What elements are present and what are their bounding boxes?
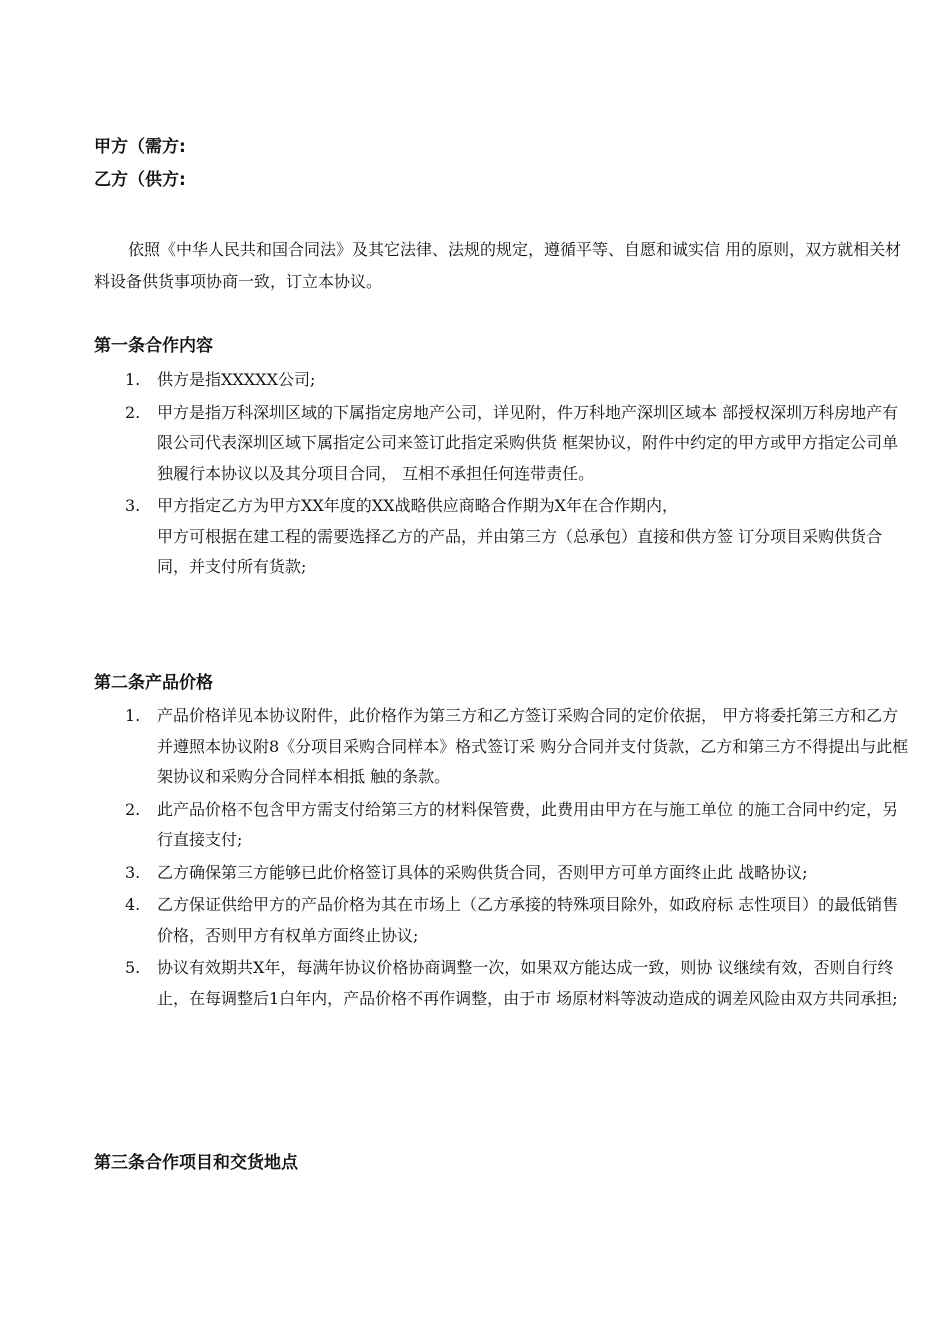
list-item-number: 2. (125, 799, 141, 819)
list-item-number: 1. (125, 370, 141, 389)
list-item (0, 491, 914, 583)
list-item-number: 2. (125, 402, 141, 422)
section-1-title: 第一条合作内容 (94, 336, 213, 356)
list-item-text: 协议有效期共X年，每满年协议价格协商调整一次，如果双方能达成一致，则协 议继续有效，否则自行终止，在每调整后1白年内，产品价格不再作调整，由于市 场原材料等波动造成的调差风险由双方共同承担; (157, 958, 898, 1008)
list-item (0, 795, 914, 856)
list-item (0, 701, 914, 793)
section-3-title: 第三条合作项目和交货地点 (94, 1153, 298, 1173)
list-item-number: 4. (125, 895, 141, 914)
party-a-label: 甲方（需方: (94, 137, 186, 157)
list-item-number: 1. (125, 706, 141, 725)
list-item (0, 953, 914, 1014)
list-item-number: 3. (125, 862, 141, 882)
party-b-label: 乙方（供方: (94, 170, 186, 190)
list-item-text: 甲方是指万科深圳区域的下属指定房地产公司，详见附，件万科地产深圳区域本 部授权深圳万科房地产有限公司代表深圳区域下属指定公司来签订此指定采购供货 框架协议，附件中约定的甲方或甲方指定公司单独履行本协议以及其分项目合同， 互相不承担任何连带责任。 (157, 402, 899, 483)
list-item-text: 此产品价格不包含甲方需支付给第三方的材料保管费，此费用由甲方在与施工单位 的施工合同中约定，另行直接支付; (157, 799, 899, 849)
list-item-number: 3. (125, 496, 141, 515)
list-item (0, 890, 914, 951)
list-item-text-line: 甲方指定乙方为甲方XX年度的XX战略供应商略合作期为X年在合作期内， (157, 496, 678, 515)
list-item-text: 乙方保证供给甲方的产品价格为其在市场上（乙方承接的特殊项目除外，如政府标 志性项目）的最低销售价格，否则甲方有权单方面终止协议; (157, 895, 899, 945)
list-item-text: 供方是指XXXXX公司; (157, 370, 316, 389)
list-item-text-line: 甲方可根据在建工程的需要选择乙方的产品，并由第三方（总承包）直接和供方签 订分项目采购供货合同，并支付所有货款; (157, 526, 883, 576)
list-item-text: 产品价格详见本协议附件，此价格作为第三方和乙方签订采购合同的定价依据， 甲方将委托第三方和乙方并遵照本协议附8《分项目采购合同样本》格式签订采 购分合同并支付货款，乙方和第三方不得提出与此框架协议和采购分合同样本相抵 触的条款。 (157, 706, 909, 786)
list-item-text: 乙方确保第三方能够已此价格签订具体的采购供货合同，否则甲方可单方面终止此 战略协议; (157, 862, 808, 882)
preamble-paragraph: 依照《中华人民共和国合同法》及其它法律、法规的规定，遵循平等、自愿和诚实信 用的原则，双方就相关材料设备供货事项协商一致，订立本协议。 (94, 240, 902, 291)
list-item (0, 398, 914, 490)
section-2-list (0, 701, 950, 1016)
list-item (0, 858, 914, 889)
section-2-title: 第二条产品价格 (94, 673, 213, 693)
section-1-list (0, 365, 950, 585)
list-item (0, 365, 914, 396)
list-item-number: 5. (125, 958, 141, 977)
